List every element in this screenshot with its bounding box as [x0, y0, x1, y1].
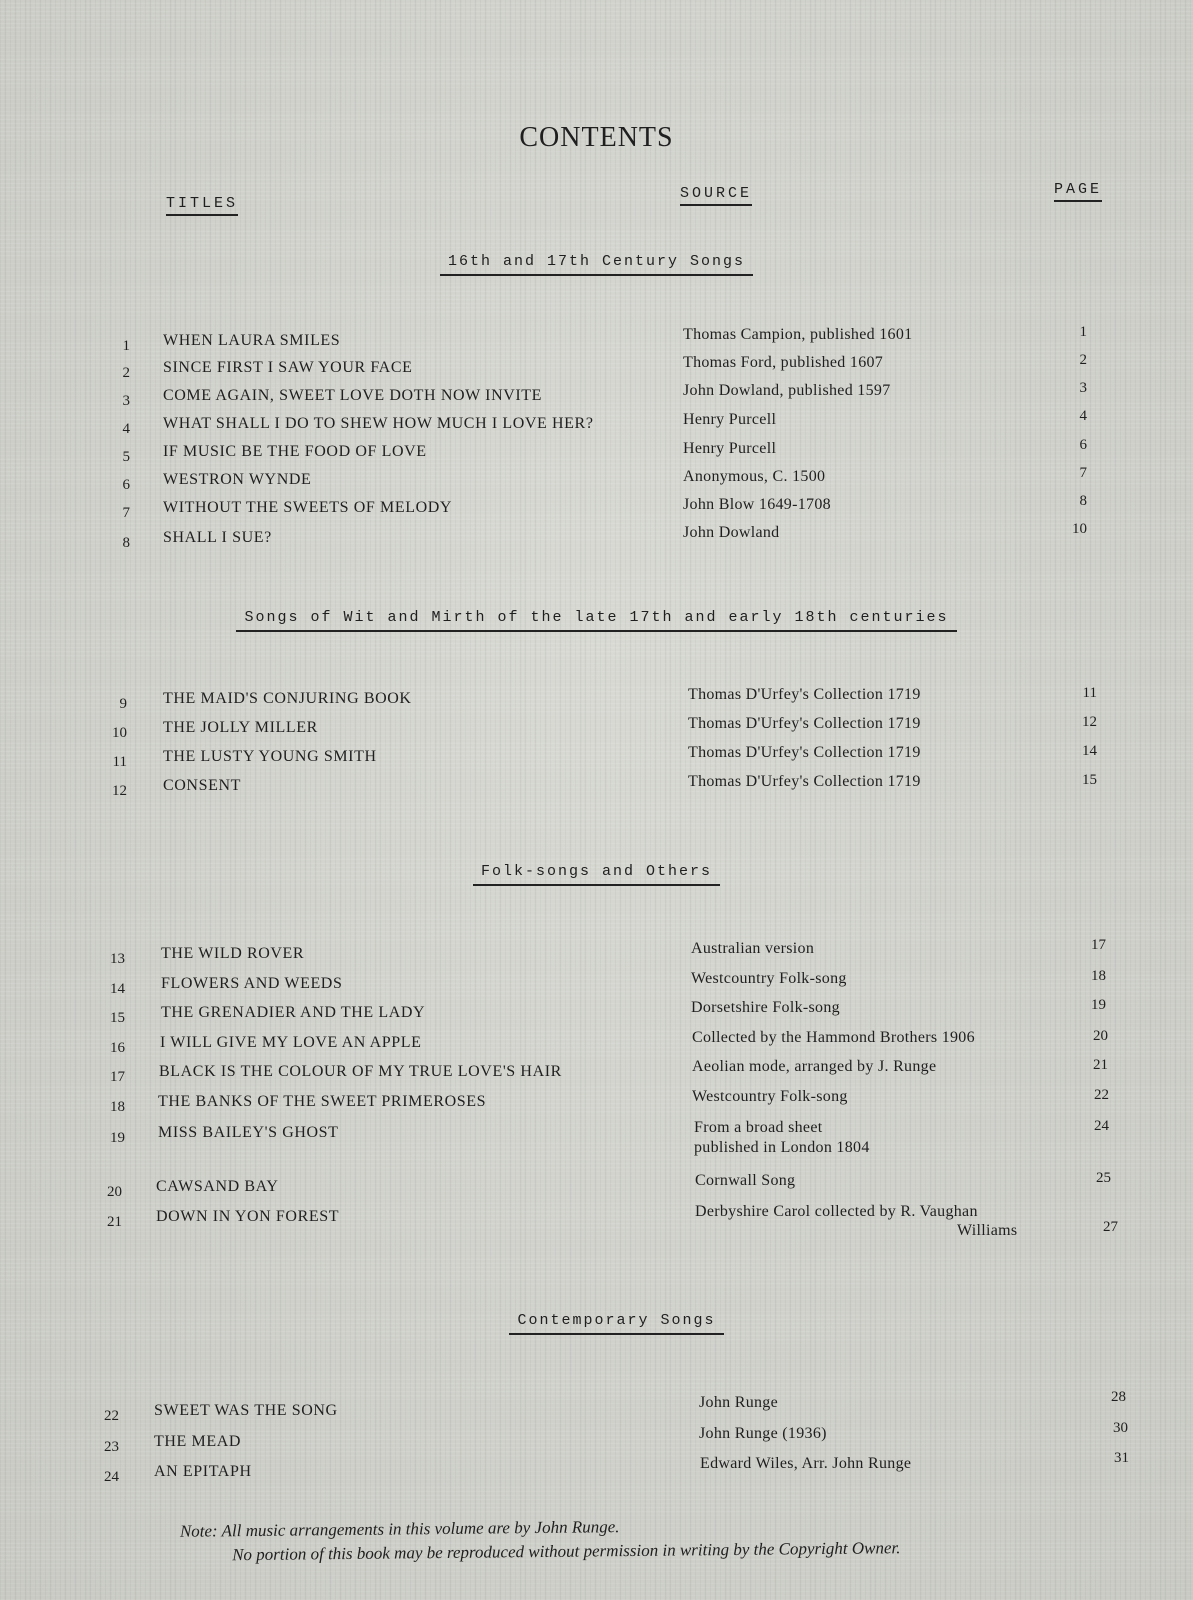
entry-title: COME AGAIN, SWEET LOVE DOTH NOW INVITE: [163, 387, 543, 404]
toc-entry: [0, 743, 1193, 776]
entry-title: DOWN IN YON FOREST: [156, 1208, 340, 1225]
entry-page: 8: [1079, 493, 1087, 509]
entry-page: 19: [1091, 997, 1106, 1013]
entry-number: 20: [107, 1184, 122, 1200]
entry-page: 10: [1072, 521, 1087, 537]
entry-number: 24: [104, 1469, 119, 1485]
entry-page: 7: [1079, 465, 1087, 481]
entry-title: CONSENT: [163, 777, 241, 794]
entry-source: Aeolian mode, arranged by J. Runge: [692, 1058, 937, 1075]
toc-entry: [0, 937, 1193, 973]
page-title: CONTENTS: [519, 122, 674, 153]
toc-entry: [0, 1450, 1193, 1491]
toc-entry: [0, 1087, 1193, 1121]
entry-number: 12: [112, 783, 127, 799]
column-header-source: SOURCE: [680, 185, 752, 206]
toc-entry: [0, 408, 1193, 443]
entry-title: CAWSAND BAY: [156, 1178, 279, 1195]
entry-source: [694, 1118, 870, 1158]
entry-number: 6: [122, 477, 130, 493]
entry-page: 31: [1114, 1450, 1129, 1466]
toc-entry: [0, 1203, 1193, 1252]
entry-number: 4: [122, 421, 130, 437]
entry-number: 11: [112, 754, 127, 770]
entry-source: Australian version: [691, 940, 815, 957]
toc-entry: [0, 465, 1193, 499]
entry-page: 21: [1093, 1057, 1108, 1073]
column-header-page: PAGE: [1054, 181, 1102, 202]
entry-title: IF MUSIC BE THE FOOD OF LOVE: [163, 443, 427, 460]
toc-entry: [0, 493, 1193, 527]
entry-number: 3: [122, 393, 130, 409]
entry-source: Thomas D'Urfey's Collection 1719: [688, 686, 921, 703]
entry-number: 21: [107, 1214, 122, 1230]
toc-entry: [0, 772, 1193, 805]
section-heading: Contemporary Songs: [0, 1311, 1193, 1335]
entry-page: 24: [1094, 1118, 1109, 1134]
entry-source: Henry Purcell: [683, 440, 777, 457]
entry-source: Edward Wiles, Arr. John Runge: [700, 1455, 912, 1472]
note-line-1: Note: All music arrangements in this volume are by John Runge.: [179, 1517, 620, 1541]
entry-source: Thomas D'Urfey's Collection 1719: [688, 715, 921, 732]
toc-entry: [0, 1118, 1193, 1168]
entry-title: FLOWERS AND WEEDS: [161, 975, 343, 992]
entry-number: 23: [104, 1439, 119, 1455]
entry-page: 15: [1082, 772, 1097, 788]
entry-source: Dorsetshire Folk-song: [691, 999, 840, 1016]
entry-number: 1: [122, 338, 130, 354]
entry-title: AN EPITAPH: [154, 1463, 252, 1480]
entry-number: 13: [110, 951, 125, 967]
toc-entry: [0, 380, 1193, 415]
entry-title: WESTRON WYNDE: [163, 471, 312, 488]
entry-page: 4: [1079, 408, 1087, 424]
note-line-2: No portion of this book may be reproduced without permission in writing by the Copyright Owner.: [232, 1538, 901, 1565]
entry-source-line1: Derbyshire Carol collected by R. Vaughan: [695, 1203, 978, 1220]
entry-title: SHALL I SUE?: [163, 529, 272, 546]
entry-page: 1: [1079, 324, 1087, 340]
entry-source: Henry Purcell: [683, 411, 777, 428]
entry-number: 15: [110, 1010, 125, 1026]
entry-source: Collected by the Hammond Brothers 1906: [692, 1029, 975, 1046]
entry-source: Westcountry Folk-song: [692, 1088, 848, 1105]
entry-source: Cornwall Song: [695, 1172, 796, 1189]
entry-title: THE BANKS OF THE SWEET PRIMEROSES: [158, 1093, 487, 1110]
entry-number: 2: [122, 365, 130, 381]
section-heading: 16th and 17th Century Songs: [0, 252, 1193, 276]
entry-page: 12: [1082, 714, 1097, 730]
entry-source: John Runge (1936): [699, 1425, 827, 1442]
entry-number: 8: [122, 535, 130, 551]
entry-title: I WILL GIVE MY LOVE AN APPLE: [160, 1034, 422, 1051]
entry-page: 2: [1079, 352, 1087, 368]
entry-source: Westcountry Folk-song: [691, 970, 847, 987]
entry-page: 22: [1094, 1087, 1109, 1103]
entry-source: Thomas Ford, published 1607: [683, 354, 884, 371]
entry-source: John Dowland: [683, 524, 780, 541]
entry-number: 22: [104, 1408, 119, 1424]
entry-page: 17: [1091, 937, 1106, 953]
toc-entry: [0, 521, 1193, 557]
entry-source: John Dowland, published 1597: [683, 382, 891, 399]
entry-number: 17: [110, 1069, 125, 1085]
footer-note: [180, 1512, 901, 1568]
entry-page: 3: [1079, 380, 1087, 396]
toc-entry: [0, 685, 1193, 718]
toc-entry: [0, 324, 1193, 360]
entry-source: John Runge: [699, 1394, 778, 1411]
entry-page: 25: [1096, 1170, 1111, 1186]
entry-source: Thomas D'Urfey's Collection 1719: [688, 744, 921, 761]
entry-page: 18: [1091, 968, 1106, 984]
entry-page: 27: [1103, 1219, 1118, 1235]
entry-title: THE MAID'S CONJURING BOOK: [163, 690, 412, 707]
entry-title: WHEN LAURA SMILES: [163, 332, 341, 349]
entry-source: Thomas D'Urfey's Collection 1719: [688, 773, 921, 790]
toc-entry: [0, 714, 1193, 747]
entry-source-line1: From a broad sheet: [694, 1119, 823, 1136]
entry-number: 19: [110, 1130, 125, 1146]
entry-title: SINCE FIRST I SAW YOUR FACE: [163, 359, 413, 376]
entry-page: 6: [1079, 437, 1087, 453]
entry-title: THE MEAD: [154, 1433, 242, 1450]
entry-title: SWEET WAS THE SONG: [154, 1402, 338, 1419]
toc-entry: [0, 997, 1193, 1032]
entry-page: 28: [1111, 1389, 1126, 1405]
entry-title: BLACK IS THE COLOUR OF MY TRUE LOVE'S HAIR: [159, 1063, 562, 1080]
section-heading: Songs of Wit and Mirth of the late 17th and early 18th centuries: [0, 608, 1193, 632]
entry-source-line2: published in London 1804: [694, 1139, 870, 1156]
entry-page: 11: [1082, 685, 1097, 701]
entry-title: THE LUSTY YOUNG SMITH: [163, 748, 377, 765]
entry-number: 18: [110, 1099, 125, 1115]
entry-title: WHAT SHALL I DO TO SHEW HOW MUCH I LOVE HER?: [163, 415, 594, 432]
entry-title: THE WILD ROVER: [161, 945, 305, 962]
entry-page: 30: [1113, 1420, 1128, 1436]
toc-entry: [0, 1028, 1193, 1062]
entry-number: 7: [122, 505, 130, 521]
entry-title: MISS BAILEY'S GHOST: [158, 1124, 339, 1141]
toc-entry: [0, 1420, 1193, 1461]
entry-number: 9: [119, 696, 127, 712]
entry-page: 14: [1082, 743, 1097, 759]
toc-entry: [0, 1389, 1193, 1430]
entry-title: THE JOLLY MILLER: [163, 719, 318, 736]
toc-entry: [0, 1057, 1193, 1091]
toc-entry: [0, 352, 1193, 387]
toc-entry: [0, 968, 1193, 1003]
entry-title: WITHOUT THE SWEETS OF MELODY: [163, 499, 453, 516]
entry-number: 5: [122, 449, 130, 465]
toc-entry: [0, 437, 1193, 471]
entry-title: THE GRENADIER AND THE LADY: [161, 1004, 426, 1021]
entry-source: Anonymous, C. 1500: [683, 468, 826, 485]
entry-source: John Blow 1649-1708: [683, 496, 831, 513]
entry-source: Thomas Campion, published 1601: [683, 326, 913, 343]
entry-number: 10: [112, 725, 127, 741]
column-header-titles: TITLES: [166, 195, 238, 216]
entry-source: [695, 1202, 1017, 1240]
entry-number: 16: [110, 1040, 125, 1056]
entry-page: 20: [1093, 1028, 1108, 1044]
entry-source-line2: Williams: [957, 1222, 1018, 1239]
section-heading: Folk-songs and Others: [0, 862, 1193, 886]
entry-number: 14: [110, 981, 125, 997]
